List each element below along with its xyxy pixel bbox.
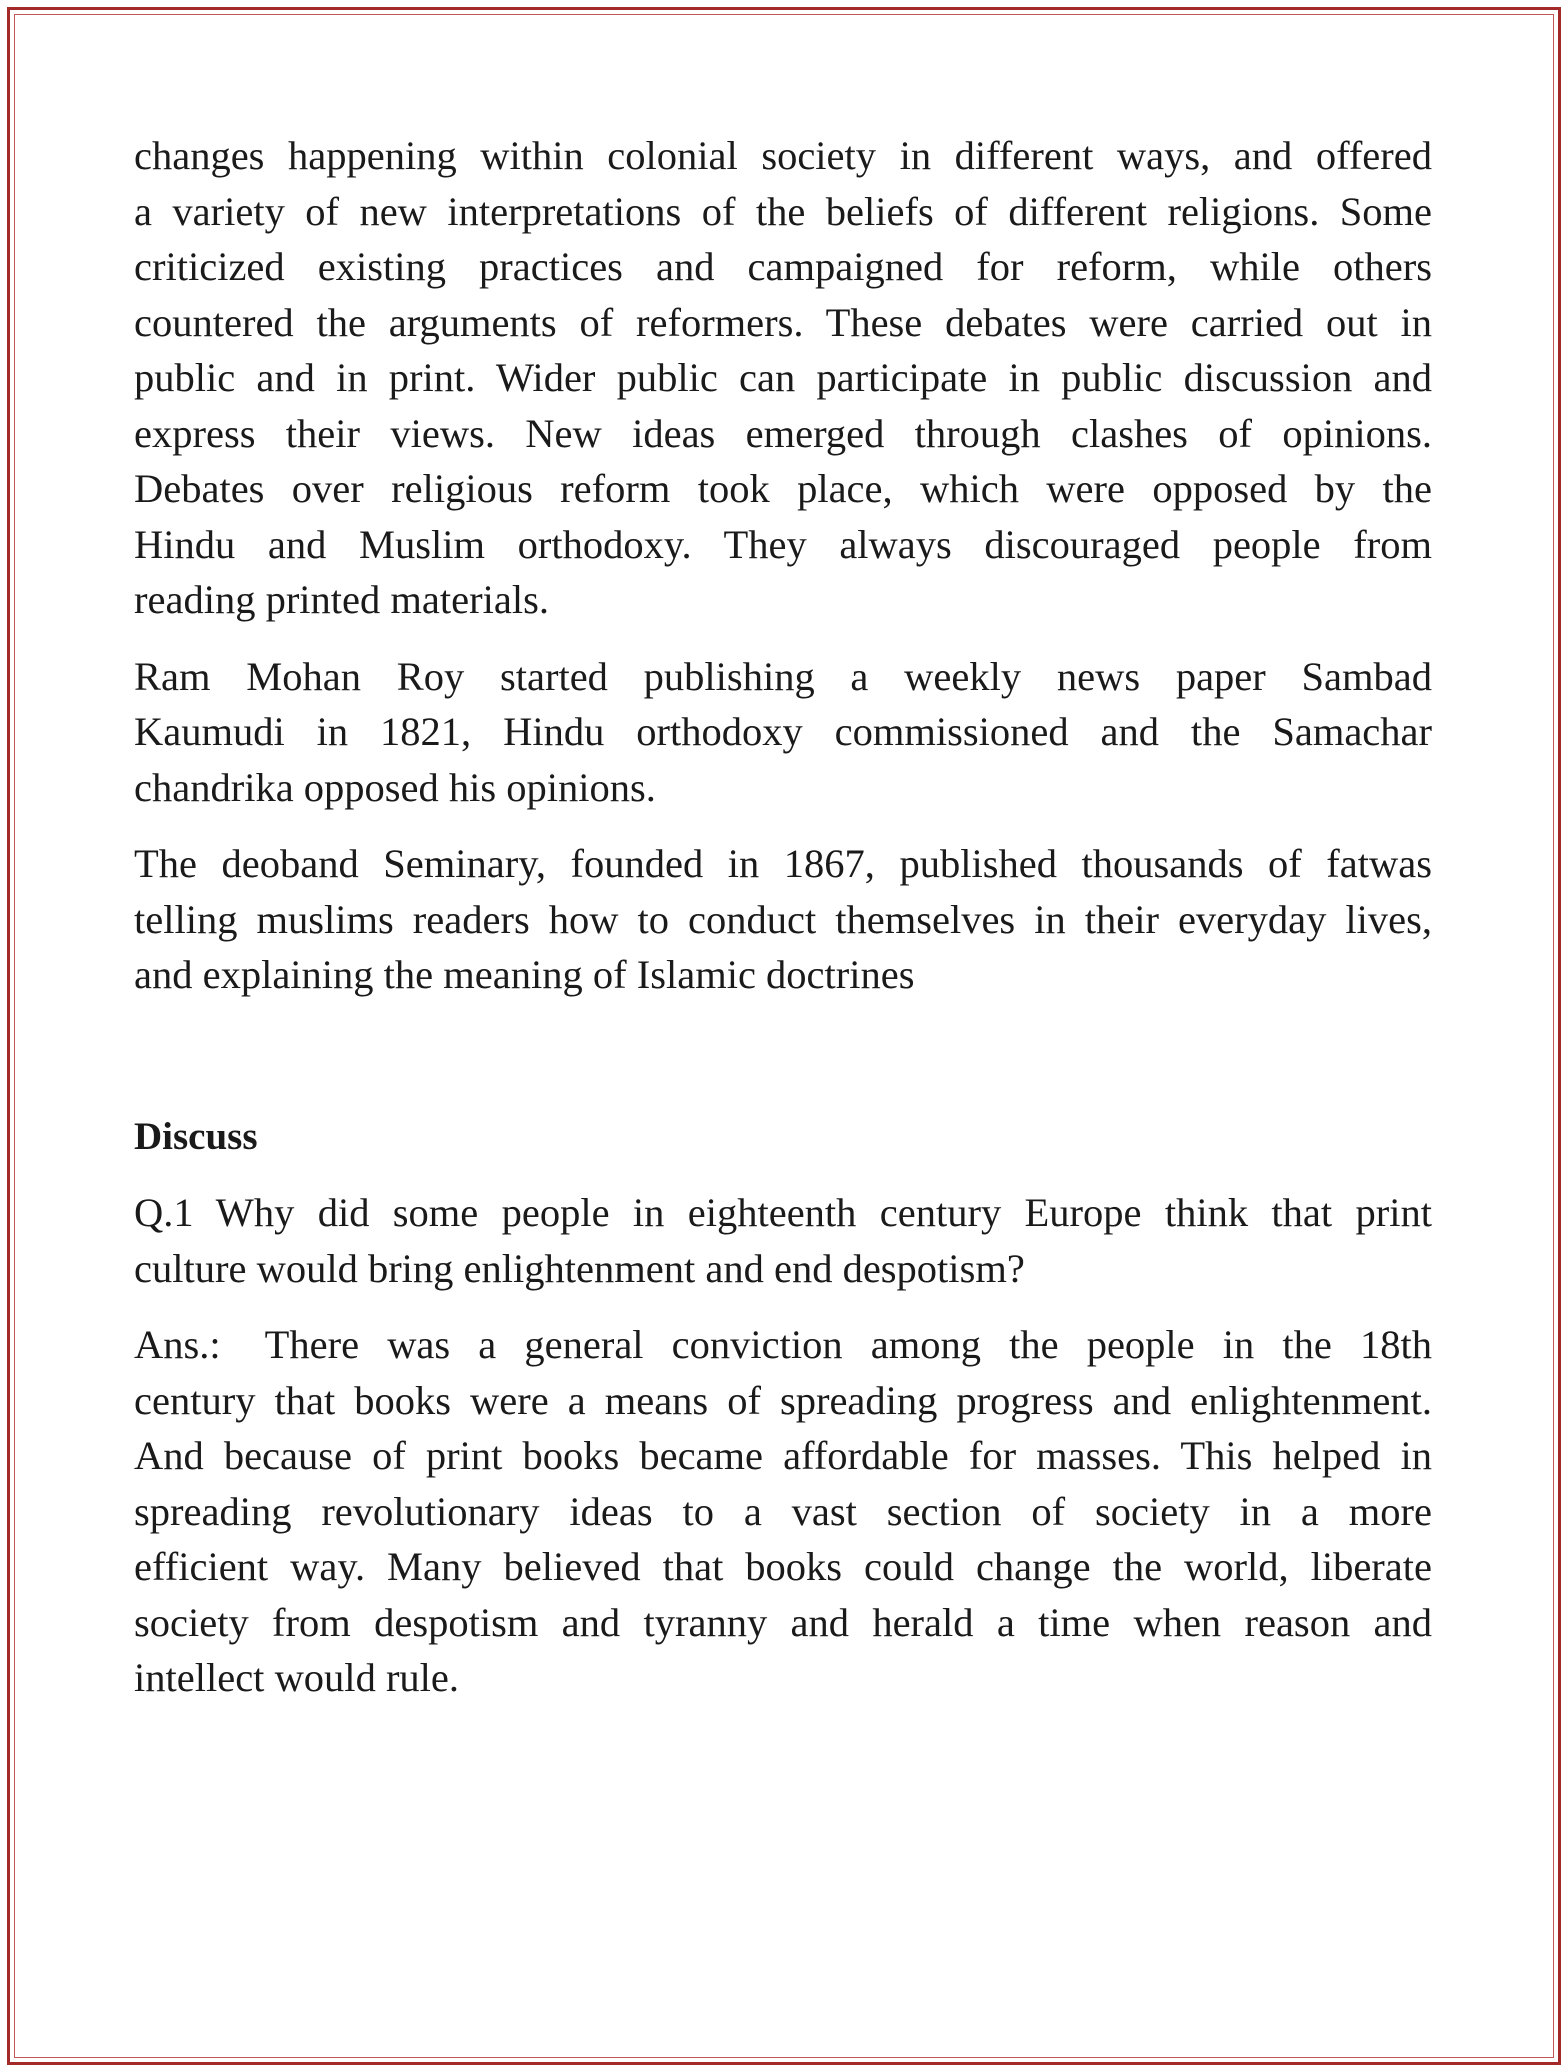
question-1 bbox=[134, 1185, 1432, 1296]
text-line: countered the arguments of reformers. These debates were carried out in bbox=[134, 299, 1432, 345]
answer-1 bbox=[134, 1317, 1432, 1706]
text-line: Debates over religious reform took place, which were opposed by the bbox=[134, 466, 1432, 511]
text-line: Kaumudi in 1821, Hindu orthodoxy commissioned and the Samachar bbox=[134, 709, 1432, 754]
text-line: Hindu and Muslim orthodoxy. They always discouraged people from bbox=[134, 521, 1432, 567]
text-line: spreading revolutionary ideas to a vast section of society in a more bbox=[134, 1488, 1432, 1534]
text-line: century that books were a means of spreading progress and enlightenment. bbox=[134, 1377, 1432, 1423]
text-line: express their views. New ideas emerged through clashes of opinions. bbox=[134, 410, 1432, 456]
paragraph-deoband-seminary bbox=[134, 836, 1432, 1003]
text-line: changes happening within colonial society in different ways, and offered bbox=[134, 133, 1432, 178]
text-line: criticized existing practices and campaigned for reform, while others bbox=[134, 244, 1432, 289]
answer-text: There was a general conviction among the people in the 18th bbox=[264, 1322, 1432, 1367]
text-line: public and in print. Wider public can participate in public discussion and bbox=[134, 355, 1432, 400]
text-line bbox=[134, 1185, 1432, 1241]
text-line: reading printed materials. bbox=[134, 577, 549, 622]
text-line: culture would bring enlightenment and end despotism? bbox=[134, 1245, 1025, 1291]
text-line: society from despotism and tyranny and herald a time when reason and bbox=[134, 1599, 1432, 1645]
text-line: efficient way. Many believed that books could change the world, liberate bbox=[134, 1544, 1432, 1589]
question-text: Why did some people in eighteenth century Europe think that print bbox=[215, 1190, 1432, 1235]
text-line: a variety of new interpretations of the beliefs of different religions. Some bbox=[134, 188, 1432, 234]
text-line: Ram Mohan Roy started publishing a weekly news paper Sambad bbox=[134, 653, 1432, 699]
text-line: intellect would rule. bbox=[134, 1655, 460, 1700]
question-label: Q.1 bbox=[134, 1190, 194, 1235]
text-line bbox=[134, 1317, 1432, 1373]
text-line: and explaining the meaning of Islamic doctrines bbox=[134, 952, 915, 997]
text-line: And because of print books became affordable for masses. This helped in bbox=[134, 1433, 1432, 1478]
document-body bbox=[134, 128, 1432, 1727]
paragraph-ram-mohan-roy bbox=[134, 649, 1432, 816]
section-heading-discuss: Discuss bbox=[134, 1114, 258, 1158]
text-line: The deoband Seminary, founded in 1867, published thousands of fatwas bbox=[134, 841, 1432, 886]
text-line: telling muslims readers how to conduct themselves in their everyday lives, bbox=[134, 896, 1432, 942]
paragraph-religious-debates bbox=[134, 128, 1432, 628]
answer-label: Ans.: bbox=[134, 1322, 221, 1367]
text-line: chandrika opposed his opinions. bbox=[134, 764, 656, 810]
